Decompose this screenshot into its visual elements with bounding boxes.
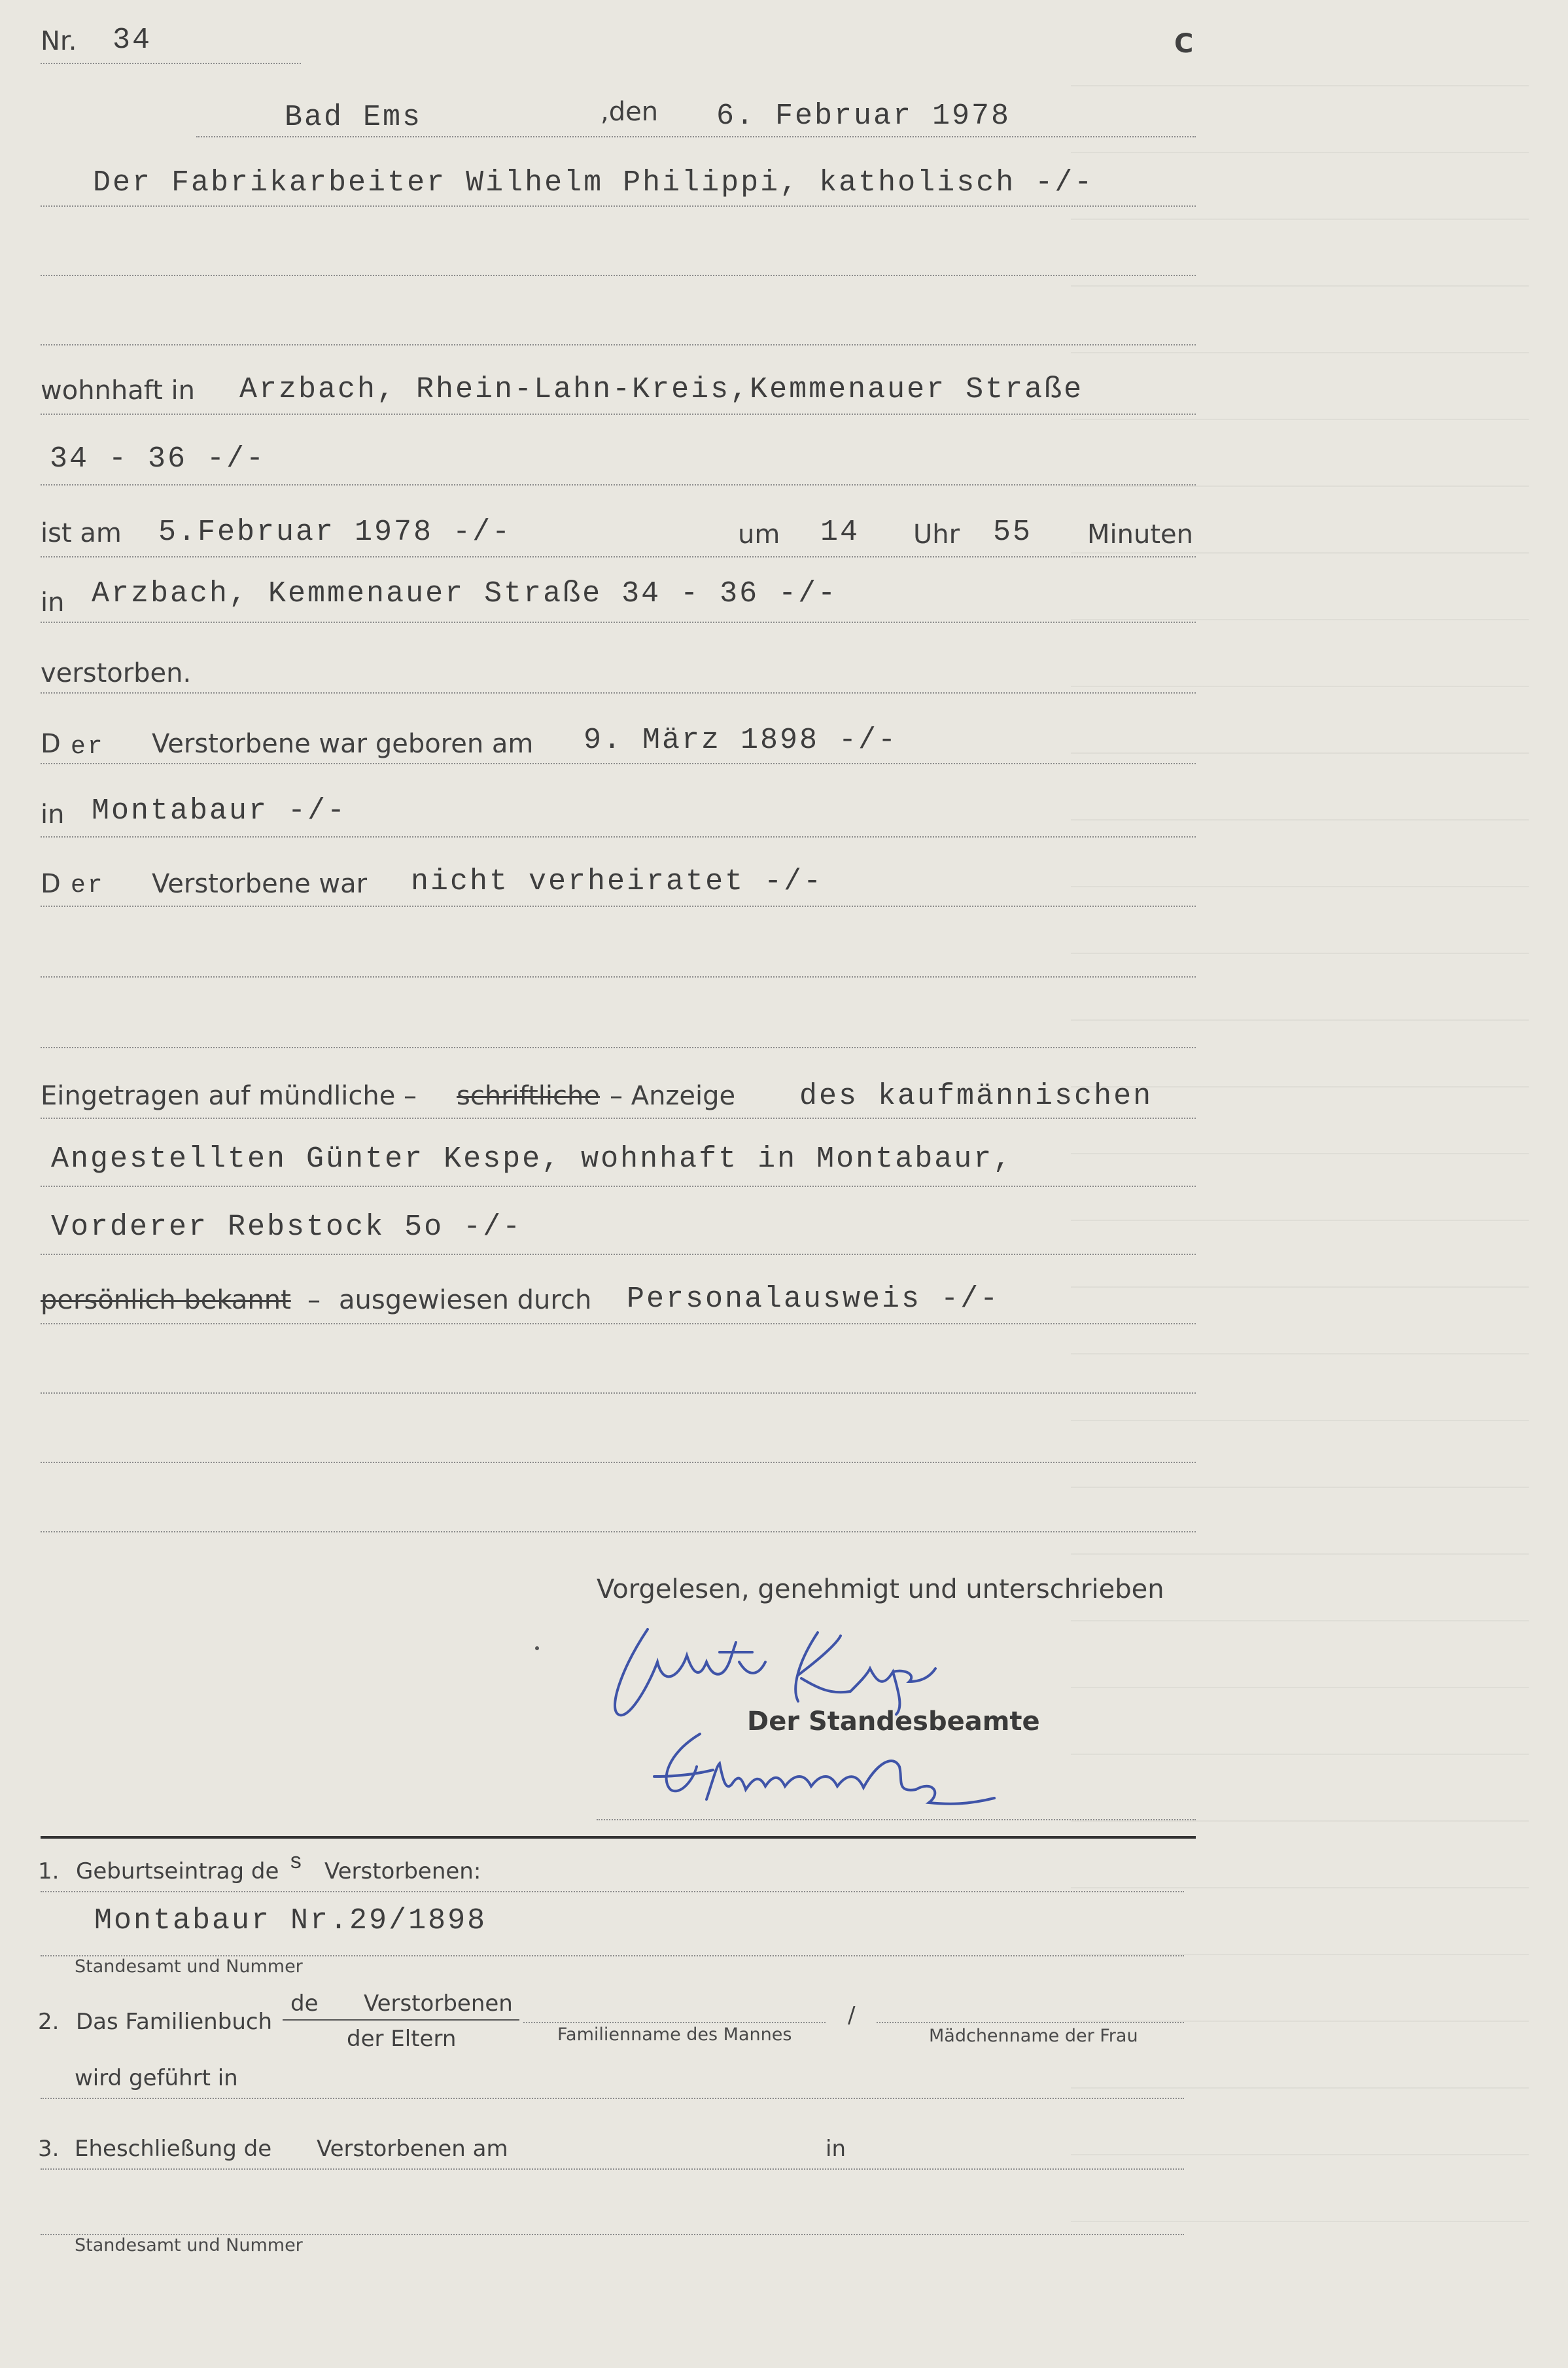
footer-item-3-in: in: [826, 2136, 846, 2162]
registration-label-a: Eingetragen auf mündliche –: [41, 1081, 417, 1111]
footer-item-2-number: 2.: [38, 2009, 60, 2035]
footer-item-3-caption: Standesamt und Nummer: [75, 2235, 303, 2255]
footer-item-2-slash: /: [848, 2002, 856, 2028]
place-of-death: Arzbach, Kemmenauer Straße 34 - 36 -/-: [92, 577, 838, 610]
death-place-in-label: in: [41, 588, 65, 618]
death-date-underline: [41, 556, 1196, 557]
identification-underline-1: [41, 1323, 1196, 1324]
footer-item-2-fraction-bar: [283, 2019, 519, 2021]
birth-article-suffix: er: [71, 733, 105, 761]
registration-date: 6. Februar 1978: [716, 99, 1011, 133]
birth-d-prefix: D: [41, 729, 61, 759]
footer-item-1-number: 1.: [38, 1858, 60, 1884]
death-place-underline: [41, 622, 1196, 623]
date-underline: [196, 136, 1196, 137]
informant-line-3: Vorderer Rebstock 5o -/-: [51, 1211, 523, 1244]
registration-label-b: – Anzeige: [610, 1081, 736, 1111]
verstorben-underline: [41, 692, 1196, 694]
footer-item-2-husband-caption: Familienname des Mannes: [557, 2024, 792, 2045]
footer-item-1-caption: Standesamt und Nummer: [75, 1956, 303, 1977]
place-of-registration: Bad Ems: [285, 101, 423, 134]
corner-letter: C: [1174, 29, 1194, 59]
footer-item-2-wife-line: [877, 2022, 1184, 2023]
footer-item-2-bottom: der Eltern: [347, 2026, 457, 2052]
residence-underline-2: [41, 484, 1196, 486]
birth-place-underline: [41, 836, 1196, 838]
marital-label: Verstorbene war: [152, 869, 368, 899]
den-label: ,den: [601, 97, 659, 127]
marital-status: nicht verheiratet -/-: [411, 865, 824, 898]
person-underline-3: [41, 344, 1196, 345]
birth-place-in-label: in: [41, 800, 65, 830]
footer-item-1-label: Geburtseintrag de: [76, 1858, 279, 1884]
registration-underline-3: [41, 1254, 1196, 1255]
date-of-birth: 9. März 1898 -/-: [584, 724, 898, 757]
footer-item-2-top: Verstorbenen: [364, 1990, 513, 2017]
marital-d-prefix: D: [41, 869, 61, 899]
footer-item-1-underline-1: [41, 1891, 1184, 1892]
footer-item-2-label: Das Familienbuch: [76, 2009, 273, 2035]
official-title: Der Standesbeamte: [747, 1706, 1040, 1737]
bleed-through-shadow: [1071, 20, 1529, 2244]
stray-dot: [535, 1646, 539, 1650]
footer-item-1-suffix: s: [289, 1850, 305, 1875]
footer-item-3-label: Eheschließung de: [75, 2136, 272, 2162]
signature-underline: [597, 1819, 1196, 1820]
footer-divider: [41, 1836, 1196, 1839]
footer-item-3-label-b: Verstorbenen am: [317, 2136, 508, 2162]
informant-line-1: des kaufmännischen: [799, 1080, 1153, 1113]
registration-underline-2: [41, 1186, 1196, 1187]
um-label: um: [738, 520, 780, 550]
footer-item-2-top-prefix: de: [290, 1990, 319, 2017]
nr-label: Nr.: [41, 26, 77, 56]
uhr-label: Uhr: [913, 520, 960, 550]
footer-item-2-husband-line: [523, 2022, 826, 2023]
residence-line-1: Arzbach, Rhein-Lahn-Kreis,Kemmenauer Straße: [239, 373, 1084, 406]
identification-underline-3: [41, 1462, 1196, 1463]
identification-label: ausgewiesen durch: [339, 1285, 592, 1315]
person-underline-1: [41, 205, 1196, 207]
residence-label: wohnhaft in: [41, 376, 195, 406]
identification-underline-2: [41, 1392, 1196, 1394]
identification-dash: –: [307, 1285, 321, 1315]
verstorben-label: verstorben.: [41, 658, 192, 688]
date-of-death: 5.Februar 1978 -/-: [158, 516, 512, 549]
residence-underline-1: [41, 414, 1196, 415]
birth-date-underline: [41, 763, 1196, 764]
birth-label: Verstorbene war geboren am: [152, 729, 534, 759]
residence-line-2: 34 - 36 -/-: [50, 442, 266, 476]
footer-item-3-number: 3.: [38, 2136, 60, 2162]
footer-item-3-underline-1: [41, 2168, 1184, 2170]
informant-line-2: Angestellten Günter Kespe, wohnhaft in Montabaur,: [51, 1142, 1013, 1176]
marital-underline-2: [41, 976, 1196, 978]
identification-document: Personalausweis -/-: [627, 1282, 1000, 1316]
footer-item-2-underline: [41, 2098, 1184, 2099]
birth-register-entry: Montabaur Nr.29/1898: [94, 1904, 487, 1937]
deceased-description: Der Fabrikarbeiter Wilhelm Philippi, katholisch -/-: [93, 166, 1094, 200]
marital-underline-3: [41, 1047, 1196, 1048]
footer-item-2-wife-caption: Mädchenname der Frau: [929, 2026, 1138, 2046]
minute-of-death: 55: [993, 516, 1033, 549]
minuten-label: Minuten: [1087, 520, 1193, 550]
nr-value: 34: [113, 24, 152, 57]
marital-underline-1: [41, 906, 1196, 907]
person-underline-2: [41, 275, 1196, 276]
identification-underline-4: [41, 1531, 1196, 1532]
registrar-signature-icon: [641, 1727, 1007, 1826]
hour-of-death: 14: [820, 516, 860, 549]
registration-underline-1: [41, 1118, 1196, 1119]
registration-struck-written: schriftliche: [457, 1081, 600, 1111]
place-of-birth: Montabaur -/-: [92, 794, 347, 828]
footer-item-1-label-b: Verstorbenen:: [324, 1858, 481, 1884]
nr-underline: [41, 63, 301, 64]
signature-caption: Vorgelesen, genehmigt und unterschrieben: [597, 1574, 1164, 1604]
marital-article-suffix: er: [71, 872, 105, 900]
identification-struck-known: persönlich bekannt: [41, 1285, 291, 1315]
footer-item-2-label-b: wird geführt in: [75, 2065, 238, 2091]
ist-am-label: ist am: [41, 518, 122, 548]
